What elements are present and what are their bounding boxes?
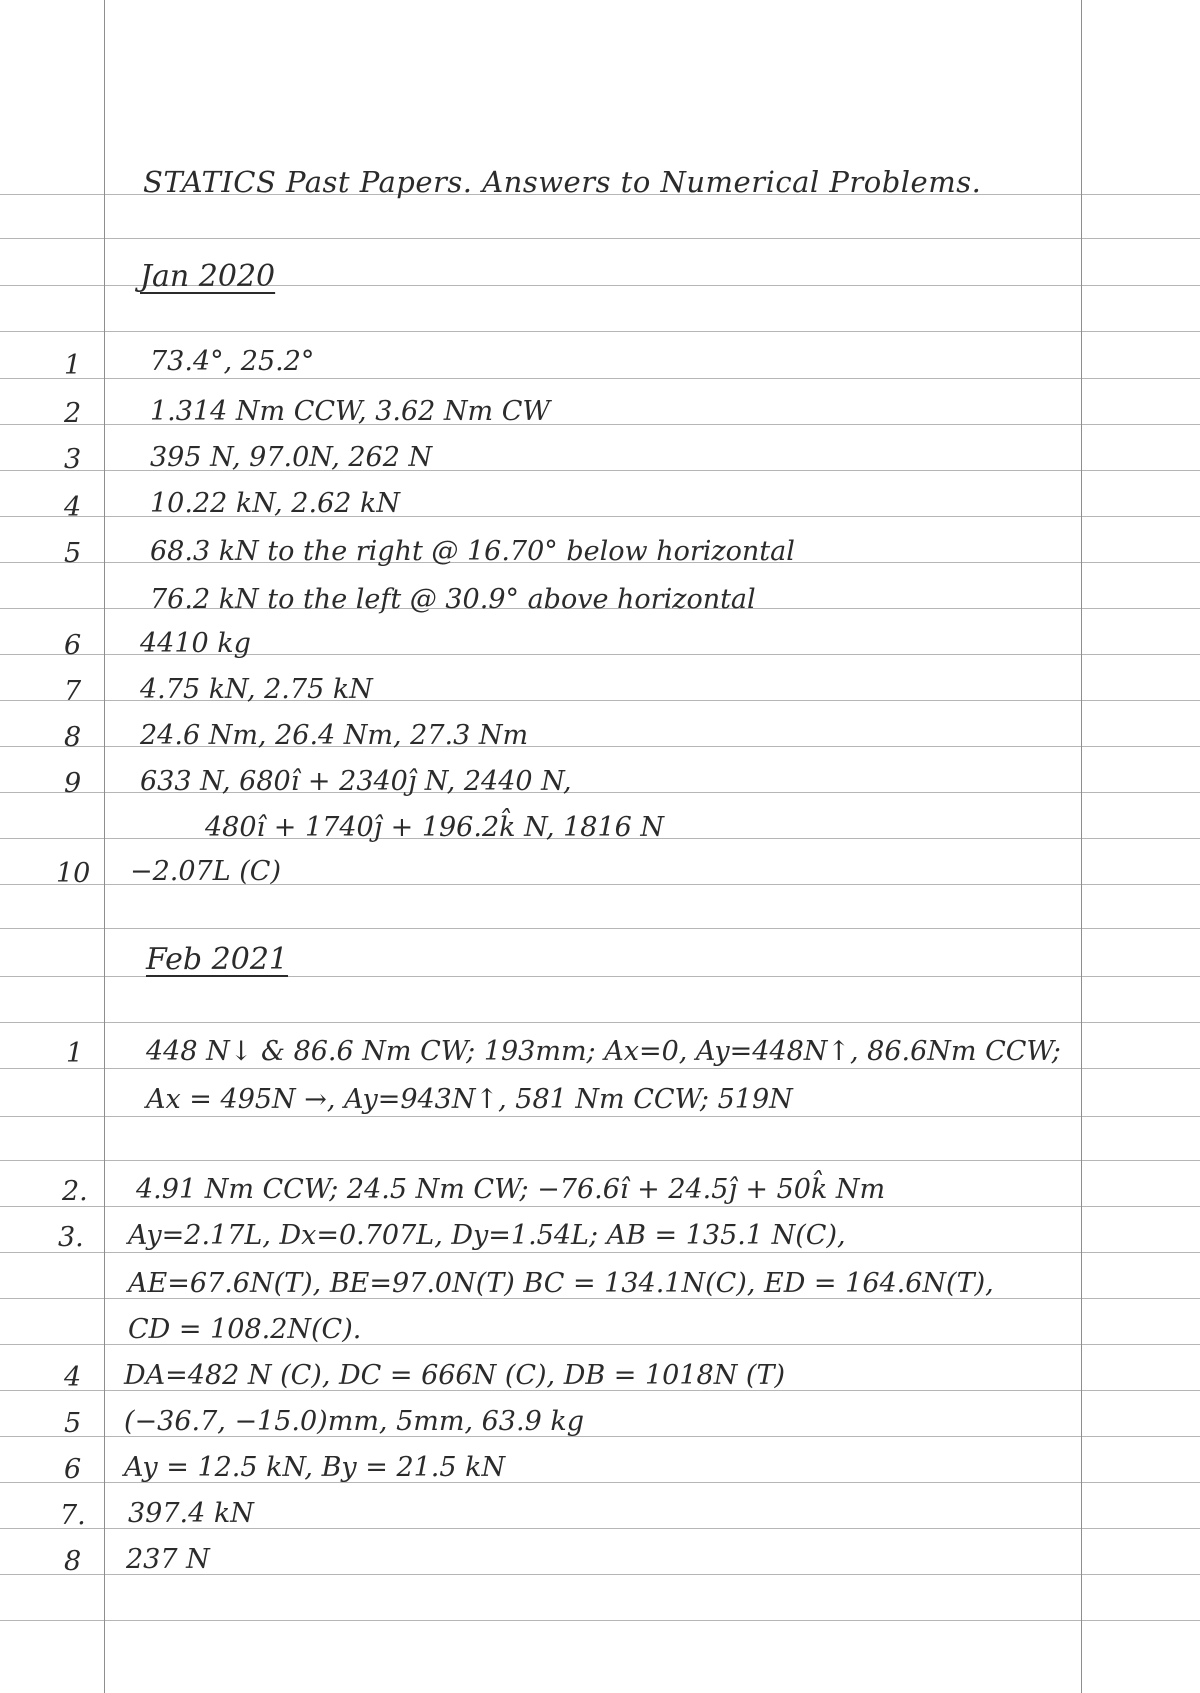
item-number: 7 — [64, 676, 82, 707]
ruled-line — [0, 378, 1200, 379]
item-number: 8 — [64, 1546, 82, 1577]
answer-line: 24.6 Nm, 26.4 Nm, 27.3 Nm — [140, 720, 529, 751]
answer-line: 448 N↓ & 86.6 Nm CW; 193mm; Ax=0, Ay=448N↑, 86.6Nm CCW; — [146, 1036, 1061, 1067]
ruled-line — [0, 331, 1200, 332]
answer-line: 395 N, 97.0N, 262 N — [150, 442, 433, 473]
answer-line: 4.91 Nm CCW; 24.5 Nm CW; −76.6î + 24.5ĵ + 50k̂ Nm — [136, 1174, 886, 1205]
ruled-line — [0, 1252, 1200, 1253]
item-number: 4 — [64, 492, 82, 523]
item-number: 8 — [64, 722, 82, 753]
answer-line: 4410 kg — [140, 628, 251, 659]
item-number: 6 — [64, 630, 82, 661]
item-number: 2 — [64, 398, 82, 429]
item-number: 1 — [64, 350, 82, 381]
answer-line: (−36.7, −15.0)mm, 5mm, 63.9 kg — [124, 1406, 584, 1437]
item-number: 5 — [64, 1408, 82, 1439]
answer-line: DA=482 N (C), DC = 666N (C), DB = 1018N (T) — [124, 1360, 785, 1391]
item-number: 4 — [64, 1362, 82, 1393]
ruled-line — [0, 238, 1200, 239]
answer-line: 237 N — [126, 1544, 210, 1575]
answer-line: 633 N, 680î + 2340ĵ N, 2440 N, — [140, 766, 572, 797]
section-heading-jan-2020: Jan 2020 — [140, 259, 276, 294]
left-margin-line — [104, 0, 105, 1693]
ruled-line — [0, 1160, 1200, 1161]
ruled-line — [0, 1022, 1200, 1023]
answer-line: Ax = 495N →, Ay=943N↑, 581 Nm CCW; 519N — [146, 1084, 793, 1115]
ruled-line — [0, 1206, 1200, 1207]
item-number: 1 — [66, 1038, 84, 1069]
item-number: 3. — [58, 1222, 84, 1253]
answer-line: 1.314 Nm CCW, 3.62 Nm CW — [150, 396, 551, 427]
right-margin-line — [1081, 0, 1082, 1693]
ruled-line — [0, 928, 1200, 929]
answer-line: 10.22 kN, 2.62 kN — [150, 488, 400, 519]
item-number: 5 — [64, 538, 82, 569]
answer-line: 480î + 1740ĵ + 196.2k̂ N, 1816 N — [205, 812, 665, 843]
answer-line: Ay=2.17L, Dx=0.707L, Dy=1.54L; AB = 135.1 N(C), — [128, 1220, 846, 1251]
answer-line: AE=67.6N(T), BE=97.0N(T) BC = 134.1N(C), ED = 164.6N(T), — [128, 1268, 994, 1299]
item-number: 6 — [64, 1454, 82, 1485]
page-title: STATICS Past Papers. Answers to Numerical Problems. — [143, 165, 982, 199]
answer-line: 397.4 kN — [128, 1498, 254, 1529]
answer-line: −2.07L (C) — [130, 856, 281, 887]
answer-line: Ay = 12.5 kN, By = 21.5 kN — [124, 1452, 506, 1483]
answer-line: 4.75 kN, 2.75 kN — [140, 674, 373, 705]
item-number: 7. — [60, 1500, 86, 1531]
answer-line: 68.3 kN to the right @ 16.70° below horizontal — [150, 536, 795, 567]
answer-line: 76.2 kN to the left @ 30.9° above horizontal — [150, 584, 756, 615]
ruled-line — [0, 1620, 1200, 1621]
answer-line: 73.4°, 25.2° — [150, 346, 315, 377]
item-number: 2. — [62, 1176, 88, 1207]
answer-line: CD = 108.2N(C). — [128, 1314, 362, 1345]
item-number: 10 — [56, 858, 91, 889]
ruled-line — [0, 1116, 1200, 1117]
ruled-line — [0, 1068, 1200, 1069]
item-number: 3 — [64, 444, 82, 475]
section-heading-feb-2021: Feb 2021 — [146, 942, 289, 977]
item-number: 9 — [64, 768, 82, 799]
